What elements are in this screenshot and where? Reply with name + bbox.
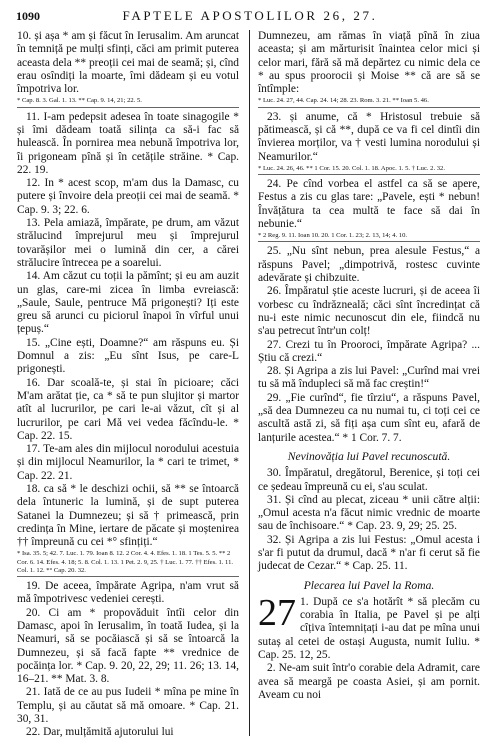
verse: 16. Dar scoală-te, și stai în picioare; căci M'am arătat ție, ca * să te pun slujitor și martor atît al lucrurilor, pe cari le-ai văzut, cît și al lucrurilor, pe cari Mă vei vedea făcîndu-le. * Cap. 22. 15. — [17, 376, 239, 442]
verse: 14. Am căzut cu toții la pămînt; și eu am auzit un glas, care-mi zicea în limba evreiască: „Saule, Saule, pentruce Mă prigonești? Iți este greu să arunci cu piciorul înapoi în vîrful unui țepuș.“ — [17, 270, 239, 336]
section-heading: Plecarea lui Pavel la Roma. — [303, 578, 435, 592]
verse: 18. ca să * le deschizi ochii, să ** se întoarcă dela întuneric la lumină, și de supt puterea Satanei la Dumnezeu; și să † primească, prin credința în Mine, iertare de păcate și moștenirea †† împreună cu cei *° sfințiți.“ — [17, 483, 239, 549]
verse: 12. In * acest scop, m'am dus la Damasc, cu putere și învoire dela preoții cei mai de seamă. * Cap. 9. 3; 22. 6. — [17, 177, 239, 216]
page-header — [16, 6, 484, 26]
verse: 19. De aceea, împărate Agripa, n'am vrut să mă împotrivesc vedeniei cerești. — [17, 580, 239, 606]
left-column — [17, 30, 239, 740]
verse: 26. Împăratul știe aceste lucruri, și de aceea îi vorbesc cu îndrăzneală; căci sînt încredințat că nu-i este nimic necunoscut din ele, fiindcă nu s'au petrecut într'un colț! — [258, 285, 480, 338]
verse: 13. Pela amiază, împărate, pe drum, am văzut strălucind împrejurul meu și împrejurul tovarășilor mei o lumină din cer, a cărei strălucire întrecea pe a soarelui. — [17, 217, 239, 269]
verse: 17. Te-am ales din mijlocul norodului acestuia și din mijlocul Neamurilor, la * cari te trimet, * Cap. 22. 21. — [17, 443, 239, 482]
verse: 10. și așa * am și făcut în Ierusalim. Am aruncat în temniță pe mulți sfinți, căci am primit puterea aceasta dela ** preoții cei mai de seamă; și, cînd erau osîndiți la moarte, îmi dădeam și eu votul împotriva lor. — [17, 30, 239, 96]
chapter-number: 27 — [258, 591, 296, 634]
verse: 2. Ne-am suit într'o corabie dela Adramit, care avea să meargă pe coasta Asiei, și am pornit. Aveam cu noi — [258, 662, 480, 701]
cross-reference: * 2 Reg. 9. 11. Ioan 10. 20. 1 Cor. 1. 23; 2. 13, 14; 4. 10. — [258, 232, 480, 242]
verse: Dumnezeu, am rămas în viață pînă în ziua aceasta; și am mărturisit înaintea celor mici și celor mari, fără să mă depărtez cu nimic dela ce * au spus proorocii și Moise ** că are să se întîmple: — [258, 30, 480, 96]
verse: 22. Dar, mulțămită ajutorului lui — [26, 726, 174, 739]
page-number: 1090 — [16, 9, 40, 23]
cross-reference: * Luc. 24. 26, 46. ** 1 Cor. 15. 20. Col. 1. 18. Apoc. 1. 5. † Luc. 2. 32. — [258, 165, 480, 175]
verse: 11. I-am pedepsit adesea în toate sinagogile * și îmi dădeam toată silința ca să-i fac să hulească. În pornirea mea nebună împotriva lor, îi prigoneam pînă și în cetățile străine. * Cap. 22. 19. — [17, 110, 239, 176]
verse: 25. „Nu sînt nebun, prea alesule Festus,“ a răspuns Pavel; „dimpotrivă, rostesc cuvinte adevărate și chibzuite. — [258, 245, 480, 285]
running-title: FAPTELE APOSTOLILOR 26, 27. — [122, 8, 378, 23]
verse: 30. Împăratul, dregătorul, Berenice, și toți cei ce ședeau împreună cu ei, s'au sculat. — [258, 467, 480, 493]
verse: 20. Ci am * propovăduit întîi celor din Damasc, apoi în Ierusalim, în toată Iudea, și la Neamuri, să se pocăiască și să se întoarcă la Dumnezeu, și să facă fapte ** vrednice de pocăința lor. * Cap. 9. 20, 22, 29; 11. 26; 13. 14, 16–21. ** Mat. 3. 8. — [17, 606, 239, 686]
cross-reference: * Luc. 24. 27, 44. Cap. 24. 14; 28. 23. Rom. 3. 21. ** Ioan 5. 46. — [258, 97, 480, 107]
verse: 28. Și Agripa a zis lui Pavel: „Curînd mai vrei tu să mă îndupleci să mă fac creștin!“ — [258, 365, 480, 391]
verse: 21. Iată de ce au pus Iudeii * mîna pe mine în Templu, și au căutat să mă omoare. * Cap. 21. 30, 31. — [17, 686, 239, 726]
verse: 27. Crezi tu în Prooroci, împărate Agripa? ... Știu că crezi.“ — [258, 338, 480, 364]
verse: 32. Și Agripa a zis lui Festus: „Omul acesta i s'ar fi putut da drumul, dacă * n'ar fi cerut să fie judecat de Cezar.“ * Cap. 25. 11. — [258, 533, 480, 573]
cross-reference: * Isa. 35. 5; 42. 7. Luc. 1. 79. Ioan 8. 12. 2 Cor. 4. 4. Efes. 1. 18. 1 Tes. 5. 5. ** 2 Cor. 6. 14. Efes. 4. 18; 5. 8. Col. 1. 13. 1 Pet. 2. 9, 25. † Luc. 1. 77. †† Efes. 1. 11. Col. 1. 12. *° Cap. 20. 32. — [17, 550, 239, 577]
section-heading: Nevinovăția lui Pavel recunoscută. — [287, 449, 451, 463]
verse: 24. Pe cînd vorbea el astfel ca să se apere, Festus a zis cu glas tare: „Pavele, ești * nebun! Învățătura ta cea multă te face să dai în nebunie.“ — [258, 178, 480, 230]
verse: 31. Și cînd au plecat, ziceau * unii către alții: „Omul acesta n'a făcut nimic vrednic de moarte sau de închisoare.“ * Cap. 23. 9, 29; 25. 25. — [258, 493, 480, 533]
verse: 29. „Fie curînd“, fie tîrziu“, a răspuns Pavel, „să dea Dumnezeu ca nu numai tu, ci toți cei ce ascultă astă zi, să fiți așa cum sînt eu, afară de lanțurile acestea.“ * 1 Cor. 7. 7. — [258, 391, 480, 444]
verse: 15. „Cine ești, Doamne?“ am răspuns eu. Și Domnul a zis: „Eu sînt Isus, pe care-L prigonești. — [17, 336, 239, 376]
cross-reference: * Cap. 8. 3. Gal. 1. 13. ** Cap. 9. 14, 21; 22. 5. — [17, 97, 239, 107]
column-divider — [249, 30, 250, 736]
right-column — [258, 30, 480, 702]
verse: 23. și anume, că * Hristosul trebuie să pătimească, și că **, după ce va fi cel dintîi din învierea morților, va † vesti lumina norodului și Neamurilor.“ — [258, 110, 480, 163]
chapter-start — [258, 591, 480, 662]
verse-text: 1. După ce s'a hotărît * să plecăm cu corabia în Italia, pe Pavel și pe alți cîțiva întemnițați i-au dat pe mîna unui sutaș al cetei de ostași Augusta, numit Iuliu. * Cap. 25. 12, 25. — [258, 595, 480, 662]
